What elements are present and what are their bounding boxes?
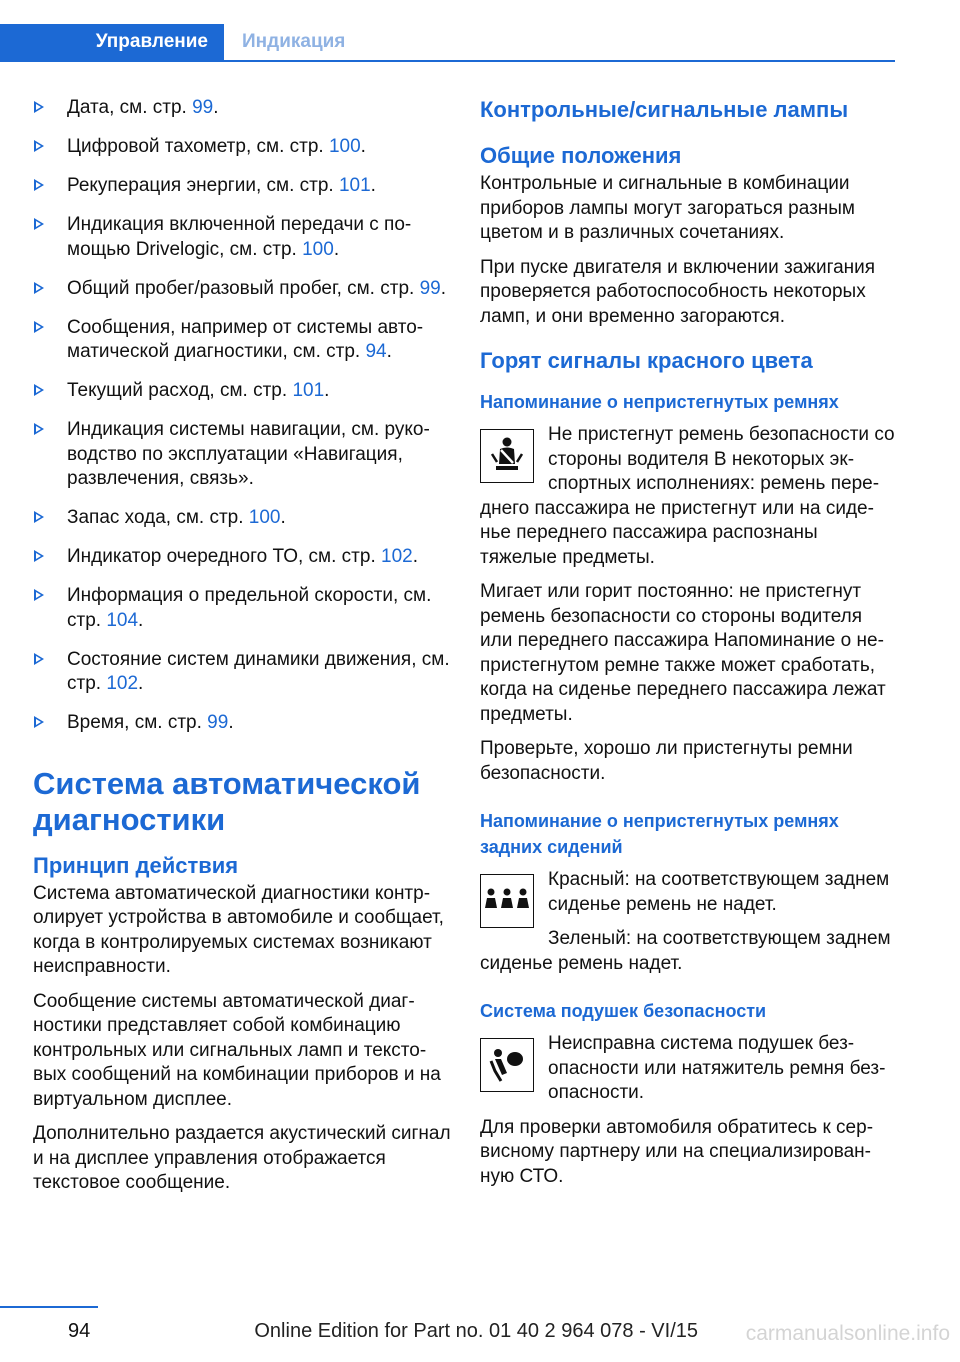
list-item: [33, 135, 451, 160]
list-item: [33, 506, 451, 531]
page-reference-link[interactable]: 102: [381, 546, 413, 567]
header-divider: [0, 60, 895, 62]
subsection-title-red: Горят сигналы красного цвета: [480, 348, 813, 373]
list-item-text: Индикация включенной передачи с помощью Drivelogic, см. стр.: [67, 214, 412, 260]
list-item-text: Сообщения, например от системы автоматической диагностики, см. стр.: [67, 316, 424, 362]
heading-airbag-system: Система подушек безопасности: [480, 1001, 767, 1021]
list-item-end: .: [280, 507, 286, 528]
list-item-text: Состояние систем динамики движения, см. стр.: [67, 648, 450, 694]
bullet-triangle-icon: [34, 511, 44, 523]
page-reference-link[interactable]: 99: [207, 712, 229, 733]
list-item-text: Запас хода, см. стр.: [67, 507, 249, 528]
list-item: [33, 174, 451, 199]
tab-upravlenie[interactable]: Управление: [0, 24, 224, 60]
page-reference-link[interactable]: 94: [365, 341, 387, 362]
list-item-end: .: [360, 136, 366, 157]
paragraph: Для проверки автомобиля обратитесь к сервисному партнеру или на специализированную СТО.: [480, 1116, 874, 1187]
page-reference-link[interactable]: 99: [192, 97, 214, 118]
subsection-title-principle: Принцип действия: [33, 852, 239, 878]
bullet-triangle-icon: [34, 716, 44, 728]
list-item-text: Время, см. стр.: [67, 712, 208, 733]
watermark: carmanualsonline.info: [745, 1322, 950, 1345]
page-reference-link[interactable]: 101: [292, 380, 325, 401]
list-item-end: .: [138, 609, 144, 631]
paragraph: Мигает или горит постоянно: не пристегнут ремень безопасности со стороны водителя или переднего пассажира Напоминание о непристегнутом ремне также может сработать, когда на сиденье переднего пассажира лежат предметы.: [480, 581, 886, 725]
list-item-end: .: [324, 380, 330, 401]
footer-divider: [0, 1306, 98, 1308]
paragraph: Неисправна система подушек безопасности или натяжитель ремня безопасности.: [548, 1033, 886, 1103]
list-item-end: .: [412, 546, 418, 567]
section-title-lamps: Контрольные/сигнальные лампы: [480, 97, 849, 122]
heading-rear-belt-reminder: Напоминание о непристегнутых ремнях задних сидений: [480, 811, 839, 857]
bullet-triangle-icon: [34, 321, 44, 333]
rear-seatbelts-icon: [480, 874, 534, 928]
list-item-text: Рекуперация энергии, см. стр.: [67, 175, 339, 196]
page-reference-link[interactable]: 102: [106, 673, 139, 694]
paragraph: Проверьте, хорошо ли пристегнуты ремни безопасности.: [480, 738, 853, 784]
page-reference-link[interactable]: 100: [328, 136, 361, 157]
list-item-end: .: [440, 277, 446, 299]
list-item-end: .: [333, 238, 340, 260]
list-item: [33, 96, 451, 121]
page-header: [0, 24, 895, 62]
right-column: [480, 96, 896, 1199]
bullet-triangle-icon: [34, 423, 44, 435]
list-item: [33, 584, 451, 633]
paragraph: Дополнительно раздается акустический сигнал и на дисплее управления отображается текстовое сообщение.: [33, 1123, 451, 1193]
list-item-end: .: [370, 175, 376, 196]
list-item-text: Дата, см. стр.: [67, 97, 193, 118]
tab-indikaciya[interactable]: Индикация: [242, 31, 346, 52]
list-item: [33, 316, 451, 365]
section-title-diagnostics: Система автоматической диагностики: [33, 765, 421, 837]
list-item: [33, 545, 451, 570]
left-column: [33, 96, 451, 1206]
list-item-text: Общий пробег/разовый пробег, см. стр.: [67, 277, 420, 299]
subsection-title-general: Общие положения: [480, 143, 682, 168]
bullet-triangle-icon: [34, 282, 44, 294]
list-item: [33, 379, 451, 404]
edition-text: Online Edition for Part no. 01 40 2 964 078 - VI/15: [254, 1320, 698, 1342]
indication-list: [33, 96, 451, 736]
page-number: 94: [68, 1320, 91, 1342]
paragraph: Зеленый: на соответствующем заднем сиденье ремень надет.: [480, 928, 891, 974]
paragraph: Красный: на соответствующем заднем сиденье ремень не надет.: [548, 869, 890, 915]
heading-belt-reminder: Напоминание о непристегнутых ремнях: [480, 392, 839, 412]
seatbelt-icon: [480, 429, 534, 483]
bullet-triangle-icon: [34, 550, 44, 562]
bullet-triangle-icon: [34, 653, 44, 665]
page-reference-link[interactable]: 99: [419, 277, 441, 299]
paragraph: Система автоматической диагностики контролирует устройства в автомобиле и сообщает, когда в контролируемых системах возникают неисправности.: [33, 882, 444, 977]
list-item-text: Индикация системы навигации, см. руководство по эксплуатации «Навигация, развлечения, связь».: [67, 419, 430, 489]
list-item-text: Цифровой тахометр, см. стр.: [67, 136, 329, 157]
bullet-triangle-icon: [34, 589, 44, 601]
airbag-icon: [480, 1038, 534, 1092]
list-item: [33, 277, 451, 302]
page-reference-link[interactable]: 104: [106, 609, 139, 631]
bullet-triangle-icon: [34, 101, 44, 113]
bullet-triangle-icon: [34, 140, 44, 152]
list-item-end: .: [213, 97, 219, 118]
bullet-triangle-icon: [34, 179, 44, 191]
list-item: [33, 213, 451, 262]
bullet-triangle-icon: [34, 384, 44, 396]
list-item-end: .: [386, 341, 392, 362]
page-reference-link[interactable]: 100: [248, 507, 281, 528]
page-reference-link[interactable]: 100: [302, 238, 334, 260]
list-item: [33, 711, 451, 736]
list-item-text: Текущий расход, см. стр.: [67, 380, 293, 401]
paragraph: Не пристегнут ремень безопасности со стороны водителя В некоторых экспортных исполнениях: ремень переднего пассажира не пристегнут или на сиденье переднего пассажира распознаны тяжелые предметы.: [480, 424, 895, 568]
bullet-triangle-icon: [34, 218, 44, 230]
list-item-end: .: [138, 673, 144, 694]
list-item: [33, 418, 451, 492]
paragraph: Контрольные и сигнальные в комбинации приборов лампы могут загораться разным цветом и в различных сочетаниях.: [480, 173, 855, 243]
list-item-text: Индикатор очередного ТО, см. стр.: [67, 546, 382, 567]
list-item-end: .: [228, 712, 234, 733]
list-item-text: Информация о предельной скорости, см. стр.: [67, 585, 432, 631]
list-item: [33, 648, 451, 697]
paragraph: При пуске двигателя и включении зажигания проверяется работоспособность некоторых ламп, и они временно загораются.: [480, 256, 876, 327]
paragraph: Сообщение системы автоматической диагностики представляет собой комбинацию контрольных или сигнальных ламп и текстовых сообщений на комбинации приборов и на виртуальном дисплее.: [33, 990, 441, 1110]
page-reference-link[interactable]: 101: [338, 175, 371, 196]
